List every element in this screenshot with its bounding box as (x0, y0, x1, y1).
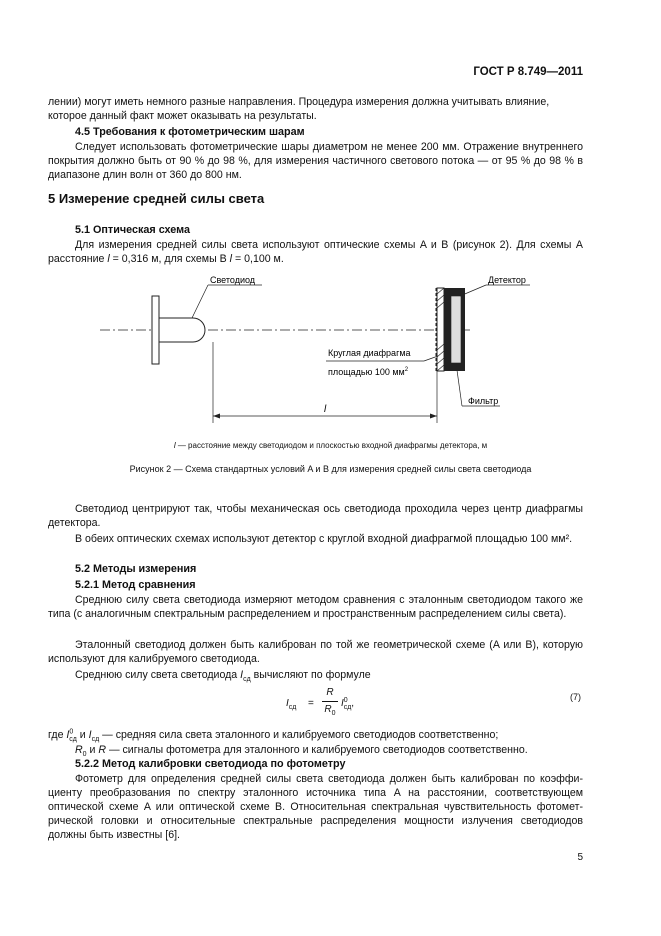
formula-fraction-bar (322, 701, 338, 702)
led-label: Светодиод (210, 275, 256, 285)
aperture-label-2: площадью 100 $мм^2$ (328, 367, 409, 377)
section-4-5-text: Следует использовать фотометрические шары диаметром не менее 200 мм. Отражение внутреннего покрытия должно быть от 90 % до 98 %, для измерения частичного светового потока — от 95 % до 98 % в диапазоне длин волн от 360 до 800 нм. (48, 141, 583, 181)
formula-where-1: где $I^0_{сд}$ и $I_{сд}$ — средняя сила света эталонного и калибруемого светодиодов соответственно; (48, 728, 499, 744)
intro-paragraph (48, 95, 583, 123)
section-5-2-1-p2: Эталонный светодиод должен быть калиброван по той же геометрической схеме (A или B), которую используют для калибруемого светодиода. (48, 639, 583, 665)
detector-label: Детектор (488, 275, 526, 285)
formula-numerator: R (326, 687, 334, 698)
formula-7 (286, 686, 376, 722)
section-5-2-1-title: 5.2.1 Метод сравнения (75, 579, 196, 591)
section-5-2-1-p3: Среднюю силу света светодиода $I_{сд}$ вычисляют по формуле (75, 669, 371, 684)
figure-caption: Рисунок 2 — Схема стандартных условий A и B для измерения средней силы света светодиода (129, 464, 532, 474)
formula-where-2: $R_0$ и R — сигналы фотометра для эталонного и калибруемого светодиодов соответственно. (75, 744, 528, 759)
formula-rhs: $I^0_{сд}$, (341, 696, 355, 711)
section-5-2-1-p1: Среднюю силу света светодиода измеряют методом сравнения с эталонным светодиодом такого же типа (с аналогичным спектральным распределением и пространственным распределением силы света). (48, 594, 583, 620)
led-base (152, 296, 159, 364)
section-5-title: 5 Измерение средней силы света (48, 191, 265, 206)
intro-line-1: лении) могут иметь немного разные направления. Процедура измерения должна учитывать влияние, (48, 96, 550, 108)
figure-note: l — расстояние между светодиодом и плоскостью входной диафрагмы детектора, м (173, 441, 488, 450)
formula-equals: = (308, 698, 314, 709)
led-body (159, 318, 205, 342)
document-code: ГОСТ Р 8.749—2011 (473, 66, 583, 78)
paragraph-detector: В обеих оптических схемах используют детектор с круглой входной диафрагмой площадью 100 мм². (75, 533, 573, 545)
distance-label: l (324, 404, 327, 415)
formula-denominator: $R_0$ (324, 704, 336, 717)
page-number: 5 (577, 852, 583, 863)
intro-line-2: которое данный факт может оказывать на результаты. (48, 110, 317, 122)
section-5-2-2-title: 5.2.2 Метод калибровки светодиода по фотометру (75, 758, 346, 770)
section-5-1-text: Для измерения средней силы света используют оптические схемы A и B (рисунок 2). Для схемы A расстояние l = 0,316 м, для схемы B l = 0,100 м. (48, 239, 583, 265)
section-5-2-2-text: Фотометр для определения средней силы света светодиода должен быть калиброван по коэффициенту преобразования по спектру эталонного источника типа A на расстоянии, соответствующем оптической схеме A или оптической схеме B. Относительная спектральная чувствительность фотометрической головки и относительные спектральные распределения мощности излучения светодиодов должны быть известны [6]. (48, 773, 583, 841)
aperture-label-1: Круглая диафрагма (328, 348, 411, 358)
filter (451, 296, 461, 363)
optical-scheme-figure (0, 258, 661, 458)
section-5-2-title: 5.2 Методы измерения (75, 563, 197, 575)
paragraph-centering: Светодиод центрируют так, чтобы механическая ось светодиода проходила через центр диафрагмы детектора. (48, 503, 583, 529)
filter-label: Фильтр (468, 396, 499, 406)
section-4-5-title: 4.5 Требования к фотометрическим шарам (75, 126, 305, 138)
formula-number: (7) (570, 692, 581, 702)
section-5-1-title: 5.1 Оптическая схема (75, 224, 191, 236)
formula-lhs: $I_{сд}$ (286, 698, 297, 711)
